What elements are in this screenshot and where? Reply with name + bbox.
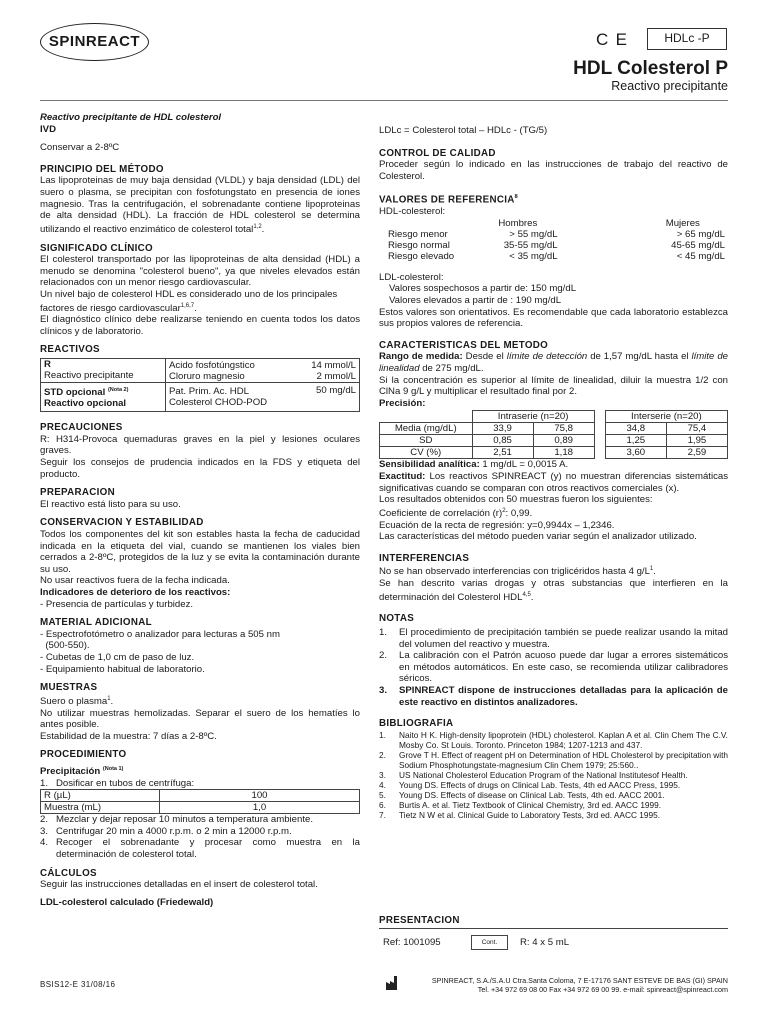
ldl-row: Valores elevados a partir de : 190 mg/dL xyxy=(389,295,562,307)
reactivo-r-value: 2 mmol/L xyxy=(316,370,356,382)
left-column xyxy=(40,112,360,908)
prec-row-label: SD xyxy=(380,435,473,447)
muestras-p2: No utilizar muestras hemolizadas. Separar el suero de los hematíes lo antes posible. xyxy=(40,707,360,731)
notas-heading: NOTAS xyxy=(379,613,415,625)
muestras-heading: MUESTRAS xyxy=(40,682,98,694)
bibliografia-list xyxy=(379,730,728,820)
calculos-text: Seguir las instrucciones detalladas en el insert de colesterol total. xyxy=(40,879,318,891)
principio-text: Las lipoproteinas de muy baja densidad (VLDL) y baja densidad (LDL) del suero o plasma, se precipitan con fosfotungstato en presencia de iones magnesio. Tras la centrifugación, el sobrenadante contiene lipoproteinas de alta densidad (HDL). La fracción de HDL colesterol se determina utilizando el reactivo enzimático de colesterol total$^{1,2}$. xyxy=(40,175,360,235)
control-text: Proceder según lo indicado en las instrucciones de trabajo del reactivo de Colesterol. xyxy=(379,159,728,182)
prec-cell: 3,60 xyxy=(605,447,666,459)
std-label: STD opcional $^{(Nota 2)}$ xyxy=(44,387,129,399)
intraserie-header: Intraserie (n=20) xyxy=(472,411,594,423)
bib-item: 3. US National Cholesterol Education Program of the National Institutesof Health. xyxy=(379,769,688,780)
bib-item: 4. Young DS. Effects of drugs on Clinical Lab. Tests, 4th ed AACC Press, 1995. xyxy=(379,779,681,790)
storage-text: Conservar a 2-8ºC xyxy=(40,142,120,154)
significado-p3: El diagnóstico clínico debe realizarse teniendo en cuenta todos los datos clínicos y de laboratorio. xyxy=(40,314,360,337)
col-hombres: Hombres xyxy=(498,217,538,229)
sensibilidad: Sensibilidad analítica: 1 mg/dL = 0,0015 A. xyxy=(379,459,569,471)
muestras-p1: Suero o plasma$^1$. xyxy=(40,695,114,707)
prec-cell: 0,85 xyxy=(472,435,533,447)
ldl-row: Valores sospechosos a partir de: 150 mg/dL xyxy=(389,283,577,295)
procedimiento-steps-2 xyxy=(40,814,360,860)
riesgo-mujeres: > 65 mg/dL xyxy=(676,228,725,240)
nota-item: 1. El procedimiento de precipitación también se puede realizar usando la mitad del volumen del reactivo y muestra. xyxy=(379,627,728,650)
ce-mark: C E xyxy=(596,30,630,49)
document-code: BSIS12-E 31/08/16 xyxy=(40,980,116,989)
ecuacion: Ecuación de la recta de regresión: y=0,9944x – 1,2346. xyxy=(379,519,615,531)
reactivo-r-value: 14 mmol/L xyxy=(311,359,356,371)
col-mujeres: Mujeres xyxy=(665,217,700,229)
company-contact: Tel. +34 972 69 08 00 Fax +34 972 69 00 99. e-mail: spinreact@spinreact.com xyxy=(477,985,728,994)
reactivo-r-item: Cloruro magnesio xyxy=(169,370,245,382)
dosif-value: 1,0 xyxy=(160,802,360,814)
prec-cell: 1,25 xyxy=(605,435,666,447)
interserie-header: Interserie (n=20) xyxy=(605,411,727,423)
bib-item: 6. Burtis A. et al. Tietz Textbook of Clinical Chemistry, 3rd ed. AACC 1999. xyxy=(379,799,662,810)
caracteristicas-heading: CARACTERISTICAS DEL METODO xyxy=(379,339,549,351)
reactivo-r-item: Acido fosfotúngstico xyxy=(169,359,255,371)
reagent-title: Reactivo precipitante de HDL colesterol xyxy=(40,112,222,123)
riesgo-hombres: > 55 mg/dL xyxy=(509,228,558,240)
step: 1. Dosificar en tubos de centrífuga: xyxy=(40,777,195,789)
bib-item: 1. Naito H K. High-density lipoprotein (HDL) cholesterol. Kaplan A et al. Clin Chem The C.V. Mosby Co. St Louis. Toronto. Princeton 1984; 1207-1213 and 437. xyxy=(379,729,728,750)
dosif-value: 100 xyxy=(160,790,360,802)
prec-cell: 34,8 xyxy=(605,423,666,435)
prec-cell: 75,4 xyxy=(666,423,727,435)
prec-row-label: Media (mg/dL) xyxy=(380,423,473,435)
dosificacion-table xyxy=(40,789,360,814)
factory-icon xyxy=(385,975,399,991)
ldl-formula: LDLc = Colesterol total – HDLc - (TG/5) xyxy=(379,125,548,136)
conservacion-p1: Todos los componentes del kit son estables hasta la fecha de caducidad indicada en la etiqueta del vial, cuando se mantienen los viales bien cerrados a 2-8ºC, protegidos de la luz y se evita la contaminación durante su uso. xyxy=(40,529,360,575)
valores-table xyxy=(379,218,728,262)
preparacion-text: El reactivo está listo para su uso. xyxy=(40,498,181,510)
bibliografia-heading: BIBLIOGRAFIA xyxy=(379,718,454,730)
conservacion-heading: CONSERVACION Y ESTABILIDAD xyxy=(40,517,204,529)
step: 3. Centrifugar 20 min a 4000 r.p.m. o 2 min a 12000 r.p.m. xyxy=(40,825,292,837)
std-item: Pat. Prim. Ac. HDL xyxy=(169,386,249,398)
riesgo-hombres: 35-55 mg/dL xyxy=(503,239,558,251)
rango-p2: Si la concentración es superior al límite de linealidad, diluir la muestra 1/2 con ClNa 9 g/L y multiplicar el resultado final por 2. xyxy=(379,374,728,398)
muestras-p3: Estabilidad de la muestra: 7 días a 2-8ºC. xyxy=(40,730,217,742)
correlacion: Coeficiente de correlación $(r)^2$: 0,99. xyxy=(379,507,533,519)
principio-heading: PRINCIPIO DEL MÉTODO xyxy=(40,163,164,175)
product-code: HDLc -P xyxy=(647,28,727,50)
riesgo-label: Riesgo menor xyxy=(388,228,448,240)
prec-cell: 75,8 xyxy=(533,423,594,435)
dosif-label: R (µL) xyxy=(41,790,160,802)
conservacion-p4: - Presencia de partículas y turbidez. xyxy=(40,598,194,610)
riesgo-label: Riesgo normal xyxy=(388,239,450,251)
significado-p1: El colesterol transportado por las lipoproteinas de alta densidad (HDL) a menudo se denomina "colesterol bueno", ya que niveles elevados están relacionados con un menor riesgo cardiovascular. xyxy=(40,254,360,289)
ldl-label: LDL-colesterol: xyxy=(379,271,444,283)
interferencias-p2: Se han descrito varias drogas y otras substancias que interfieren en la determinación del Colesterol HDL$^{4,5}$. xyxy=(379,578,728,603)
riesgo-hombres: < 35 mg/dL xyxy=(509,250,558,262)
interferencias-p1: No se han observado interferencias con triglicéridos hasta 4 $g/L^1$. xyxy=(379,566,656,578)
hdl-label: HDL-colesterol: xyxy=(379,206,446,218)
valores-heading: VALORES DE REFERENCIA$^8$ xyxy=(379,194,519,206)
exactitud-p2: Los resultados obtenidos con 50 muestras fueron los siguientes: xyxy=(379,494,653,506)
ivd-label: IVD xyxy=(40,123,56,135)
significado-p2: Un nivel bajo de colesterol HDL es considerado uno de los principales factores de riesgo cardiovascular$^{1,6,7}$. xyxy=(40,288,338,314)
prec-cell: 1,18 xyxy=(533,447,594,459)
calculos-heading: CÁLCULOS xyxy=(40,867,97,879)
step: 2. Mezclar y dejar reposar 10 minutos a temperatura ambiente. xyxy=(40,814,314,826)
material-item: - Espectrofotómetro o analizador para lecturas a 505 nm xyxy=(40,628,280,640)
brand-name: SPINREACT xyxy=(48,33,141,51)
precauciones-heading: PRECAUCIONES xyxy=(40,422,123,434)
bib-item: 7. Tietz N W et al. Clinical Guide to Laboratory Tests, 3rd ed. AACC 1995. xyxy=(379,809,661,820)
prec-cell: 2,59 xyxy=(666,447,727,459)
bib-item: 5. Young DS. Effects of disease on Clinical Lab. Tests, 4th ed. AACC 2001. xyxy=(379,789,665,800)
prec-cell: 1,95 xyxy=(666,435,727,447)
brand-logo xyxy=(40,23,149,61)
std-value: 50 mg/dL xyxy=(315,385,356,397)
prec-row-label: CV (%) xyxy=(380,447,473,459)
reactivos-table xyxy=(40,358,360,412)
precision-label: Precisión: xyxy=(379,397,426,409)
ldl-friedewald: LDL-colesterol calculado (Friedewald) xyxy=(40,896,214,908)
conservacion-p3: Indicadores de deterioro de los reactivos: xyxy=(40,586,231,598)
procedimiento-heading: PROCEDIMIENTO xyxy=(40,749,127,761)
std-item: Colesterol CHOD-POD xyxy=(169,397,268,409)
riesgo-mujeres: < 45 mg/dL xyxy=(676,250,725,262)
riesgo-mujeres: 45-65 mg/dL xyxy=(671,239,725,251)
significado-heading: SIGNIFICADO CLÍNICO xyxy=(40,242,153,254)
precauciones-p2: Seguir los consejos de prudencia indicados en la FDS y etiqueta del producto. xyxy=(40,457,360,480)
company-footer xyxy=(408,976,728,994)
control-heading: CONTROL DE CALIDAD xyxy=(379,147,496,159)
exactitud: Exactitud: Los reactivos SPINREACT (y) no muestran diferencias sistemáticas significativas cuando se comparan con otros reactivos comerciales (x). xyxy=(379,470,728,494)
material-item: - Cubetas de 1,0 cm de paso de luz. xyxy=(40,651,195,663)
prec-cell: 2,51 xyxy=(472,447,533,459)
prec-cell: 33,9 xyxy=(472,423,533,435)
reactivo-r-sub: Reactivo precipitante xyxy=(44,370,134,382)
procedimiento-steps xyxy=(40,778,360,790)
preparacion-heading: PREPARACION xyxy=(40,487,115,499)
reactivo-opcional-label: Reactivo opcional xyxy=(44,398,127,410)
presentacion-cont: Cont. xyxy=(471,935,508,950)
riesgo-label: Riesgo elevado xyxy=(388,250,455,262)
material-heading: MATERIAL ADICIONAL xyxy=(40,617,152,629)
notas-list xyxy=(379,627,728,708)
document-subtitle: Reactivo precipitante xyxy=(611,79,728,93)
step: 4. Recoger el sobrenadante y procesar como muestra en la determinación de colesterol total. xyxy=(40,837,360,861)
bib-item: 2. Grove T H. Effect of reagent pH on Determination of HDL Cholesterol by precipitation with Sodium Phosphotungstate-magnesium Clin Chem 1979; 25:560.. xyxy=(379,749,728,770)
reactivo-r-label: R xyxy=(44,359,51,371)
precision-table xyxy=(379,410,728,459)
nota-item: 2. La calibración con el Patrón acuoso puede dar lugar a errores sistemáticos en métodos automáticos. En este caso, se recomienda utilizar calibradores séricos. xyxy=(379,650,728,685)
precipitacion-label: Precipitación $^{(Nota 1)}$ xyxy=(40,765,124,778)
interferencias-heading: INTERFERENCIAS xyxy=(379,552,470,564)
reactivos-heading: REACTIVOS xyxy=(40,344,100,356)
material-item: - Equipamiento habitual de laboratorio. xyxy=(40,663,205,675)
prec-cell: 0,89 xyxy=(533,435,594,447)
dosif-label: Muestra (mL) xyxy=(41,802,160,814)
precauciones-p1: R: H314-Provoca quemaduras graves en la piel y lesiones oculares graves. xyxy=(40,433,360,457)
presentacion-r: R: 4 x 5 mL xyxy=(520,937,570,948)
conservacion-p2: No usar reactivos fuera de la fecha indicada. xyxy=(40,575,230,587)
valores-note: Estos valores son orientativos. Es recomendable que cada laboratorio establezca sus propios valores de referencia. xyxy=(379,306,728,330)
nota-item: 3. SPINREACT dispone de instrucciones detalladas para la aplicación de este reactivo en distintos analizadores. xyxy=(379,685,728,708)
right-column xyxy=(379,125,728,820)
company-address: SPINREACT, S.A./S.A.U Ctra.Santa Coloma, 7 E-17176 SANT ESTEVE DE BAS (GI) SPAIN xyxy=(431,976,728,985)
header-divider xyxy=(40,100,728,101)
caracteristicas-final: Las características del método pueden variar según el analizador utilizado. xyxy=(379,531,697,543)
rango-text: Rango de medida: Desde el límite de detección de 1,57 mg/dL hasta el límite de linealidad de 275 mg/dL. xyxy=(379,351,728,374)
material-item: (500-550). xyxy=(40,640,90,652)
document-title: HDL Colesterol P xyxy=(573,58,728,79)
presentacion-heading: PRESENTACION xyxy=(379,915,460,926)
presentacion-ref: Ref: 1001095 xyxy=(383,937,441,948)
presentacion-divider xyxy=(379,928,728,929)
